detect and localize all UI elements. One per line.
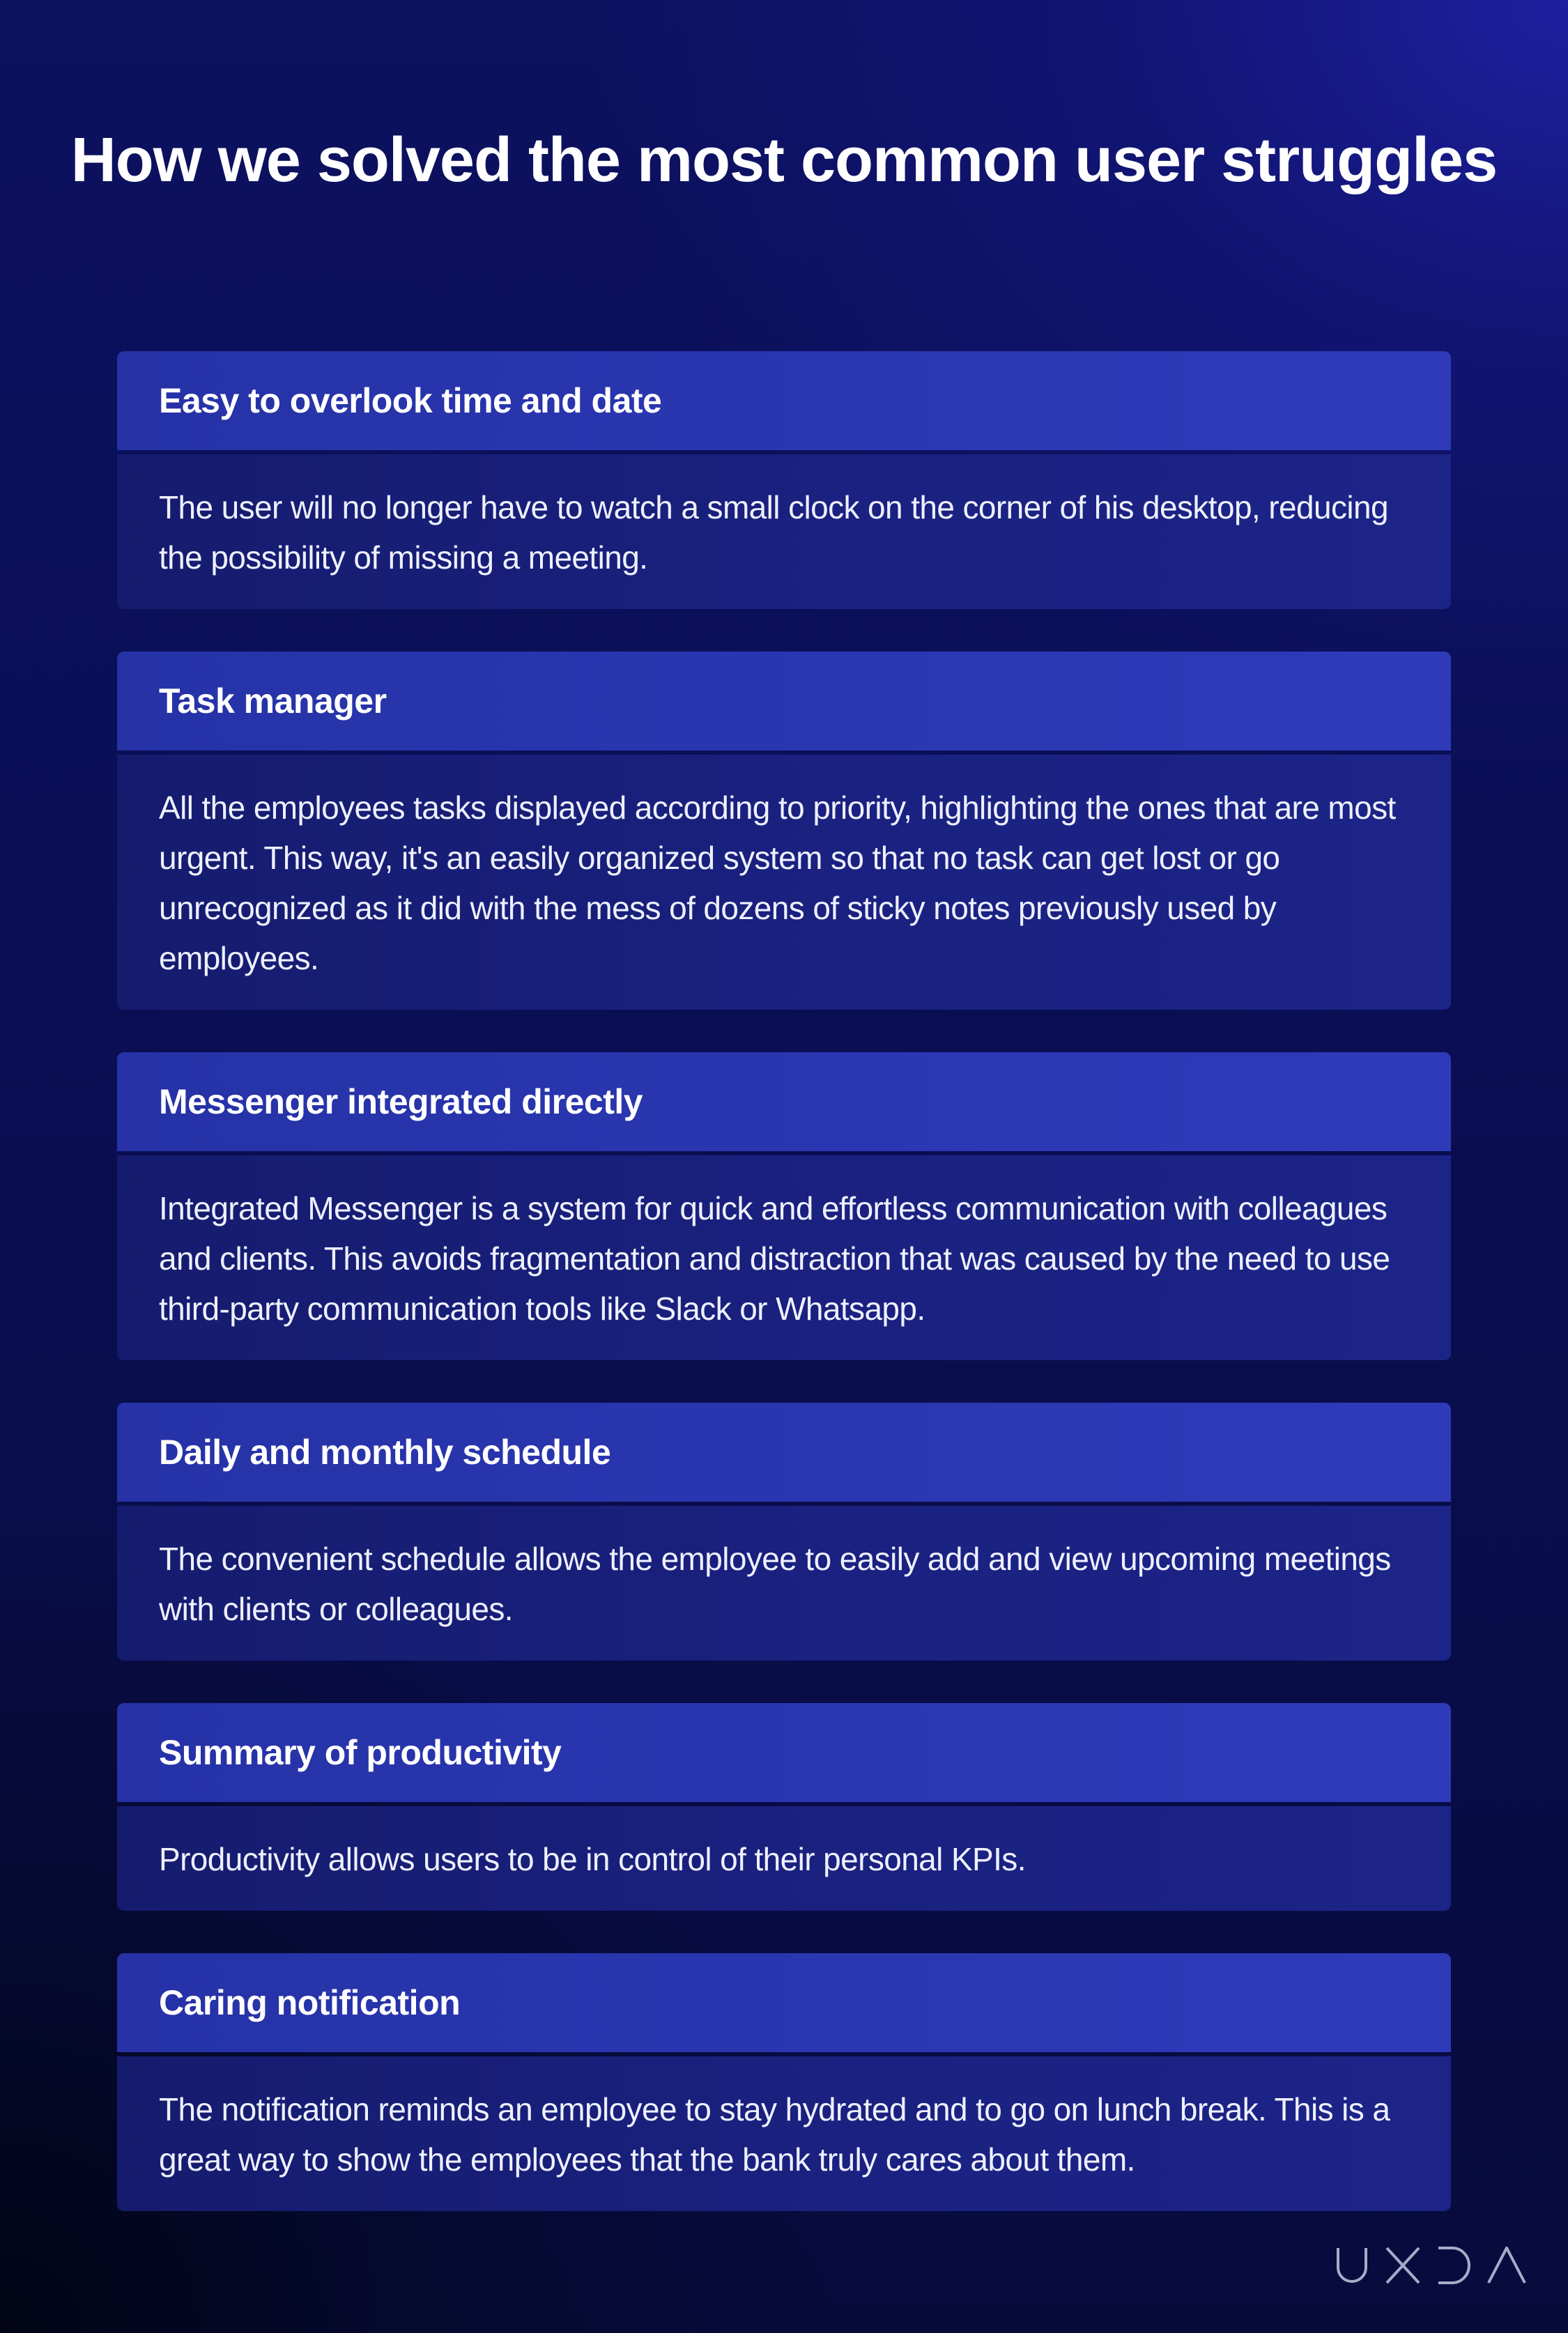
card-time-and-date bbox=[117, 351, 1451, 609]
uxda-logo bbox=[1335, 2247, 1526, 2284]
card-caring-notification bbox=[117, 1953, 1451, 2211]
card-heading: Task manager bbox=[117, 652, 1451, 750]
logo-letter-x bbox=[1384, 2247, 1422, 2284]
card-description: The user will no longer have to watch a small clock on the corner of his desktop, reducing the possibility of missing a meeting. bbox=[117, 454, 1451, 609]
card-description: Productivity allows users to be in control of their personal KPIs. bbox=[117, 1806, 1451, 1911]
card-heading: Messenger integrated directly bbox=[117, 1052, 1451, 1151]
card-productivity bbox=[117, 1703, 1451, 1911]
card-schedule bbox=[117, 1403, 1451, 1661]
logo-letter-d bbox=[1437, 2247, 1472, 2284]
card-messenger bbox=[117, 1052, 1451, 1360]
card-description: Integrated Messenger is a system for quick and effortless communication with colleagues and clients. This avoids fragmentation and distraction that was caused by the need to use third-party communication tools like Slack or Whatsapp. bbox=[117, 1155, 1451, 1360]
logo-letter-u bbox=[1335, 2247, 1369, 2284]
struggles-list bbox=[117, 351, 1451, 2254]
card-heading: Summary of productivity bbox=[117, 1703, 1451, 1802]
card-description: The convenient schedule allows the employee to easily add and view upcoming meetings with clients or colleagues. bbox=[117, 1506, 1451, 1661]
card-heading: Easy to overlook time and date bbox=[117, 351, 1451, 450]
card-heading: Caring notification bbox=[117, 1953, 1451, 2052]
card-heading: Daily and monthly schedule bbox=[117, 1403, 1451, 1502]
page-title: How we solved the most common user struggles bbox=[70, 125, 1498, 195]
card-description: The notification reminds an employee to stay hydrated and to go on lunch break. This is a great way to show the employees that the bank truly cares about them. bbox=[117, 2056, 1451, 2211]
card-description: All the employees tasks displayed according to priority, highlighting the ones that are most urgent. This way, it's an easily organized system so that no task can get lost or go unrecognized as it did with the mess of dozens of sticky notes previously used by employees. bbox=[117, 755, 1451, 1010]
card-task-manager bbox=[117, 652, 1451, 1010]
logo-letter-a bbox=[1487, 2247, 1526, 2284]
